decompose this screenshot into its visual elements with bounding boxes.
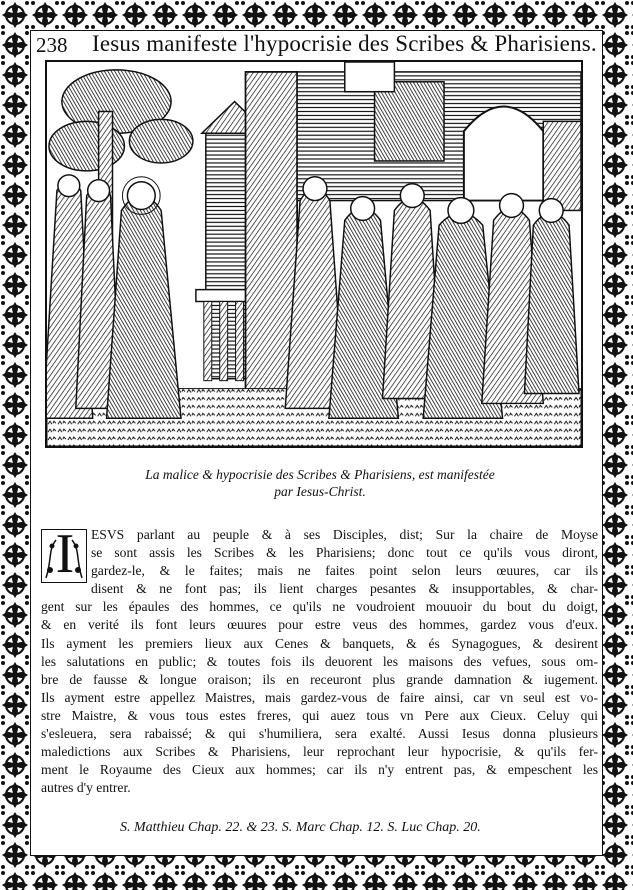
body-line: Ils ayment les premiers lieux aux Cenes & banquets, & és Synagogues, & desirent	[41, 635, 598, 651]
body-line: disent & ne font pas; ils lient charges pesantes & insupportables, & char-	[91, 581, 598, 597]
body-text	[41, 523, 598, 797]
body-line: stre Maistre, & vous tous estes freres, qui auez tous vn Pere aux Cieux. Celuy qui	[41, 707, 598, 723]
page-number: 238	[36, 33, 68, 57]
scripture-references: S. Matthieu Chap. 22. & 23. S. Marc Chap. 12. S. Luc Chap. 20.	[120, 820, 481, 835]
body-line: & en verité ils font leurs œuures pour estre veus des hommes, gardez vous d'eux.	[41, 617, 598, 633]
body-line: les salutations en public; & toutes fois ils deuorent les maisons des vefues, sous om-	[41, 653, 598, 669]
body-line: autres d'y entrer.	[41, 780, 131, 796]
body-line: ment le Royaume des Cieux aux hommes; car ils n'y entrent pas, & empeschent les	[41, 762, 598, 778]
body-line: gardez-le, & le faites; mais ne faites point selon leurs œuures, car ils	[91, 563, 598, 579]
body-line: Ils ayment estre appellez Maistres, mais gardez-vous de faire ainsi, car vn seul est vo-	[41, 689, 598, 705]
caption-line-1: La malice & hypocrisie des Scribes & Pharisiens, est manifestée	[145, 467, 495, 482]
page-title: Iesus manifeste l'hypocrisie des Scribes & Pharisiens.	[92, 31, 597, 56]
body-line: ESVS parlant au peuple & à ses Disciples, dist; Sur la chaire de Moyse	[91, 527, 598, 542]
caption-line-2: par Iesus-Christ.	[274, 484, 366, 499]
body-line: s'esleuera, sera rabaissé; & qui s'humiliera, sera exalté. Aussi Iesus donna plusieurs	[41, 726, 598, 742]
body-line: se sont assis les Scribes & les Pharisiens; donc tout ce qu'ils vous diront,	[91, 545, 598, 561]
dropcap-letter: I	[55, 523, 75, 585]
body-line: gent sur les épaules des hommes, ce qu'ils ne voudroient mouuoir du bout du doigt,	[41, 599, 598, 615]
body-line: bre de fausse & longue oraison; ils en receuront plus grande damnation & iugement.	[41, 671, 598, 687]
arched-buildings	[297, 62, 581, 210]
body-line: maledictions aux Scribes & Pharisiens, leur reprochant leur hypocrisie, & qu'ils fer-	[41, 744, 598, 760]
illustration-caption	[60, 466, 580, 500]
woodcut-illustration	[45, 60, 583, 448]
